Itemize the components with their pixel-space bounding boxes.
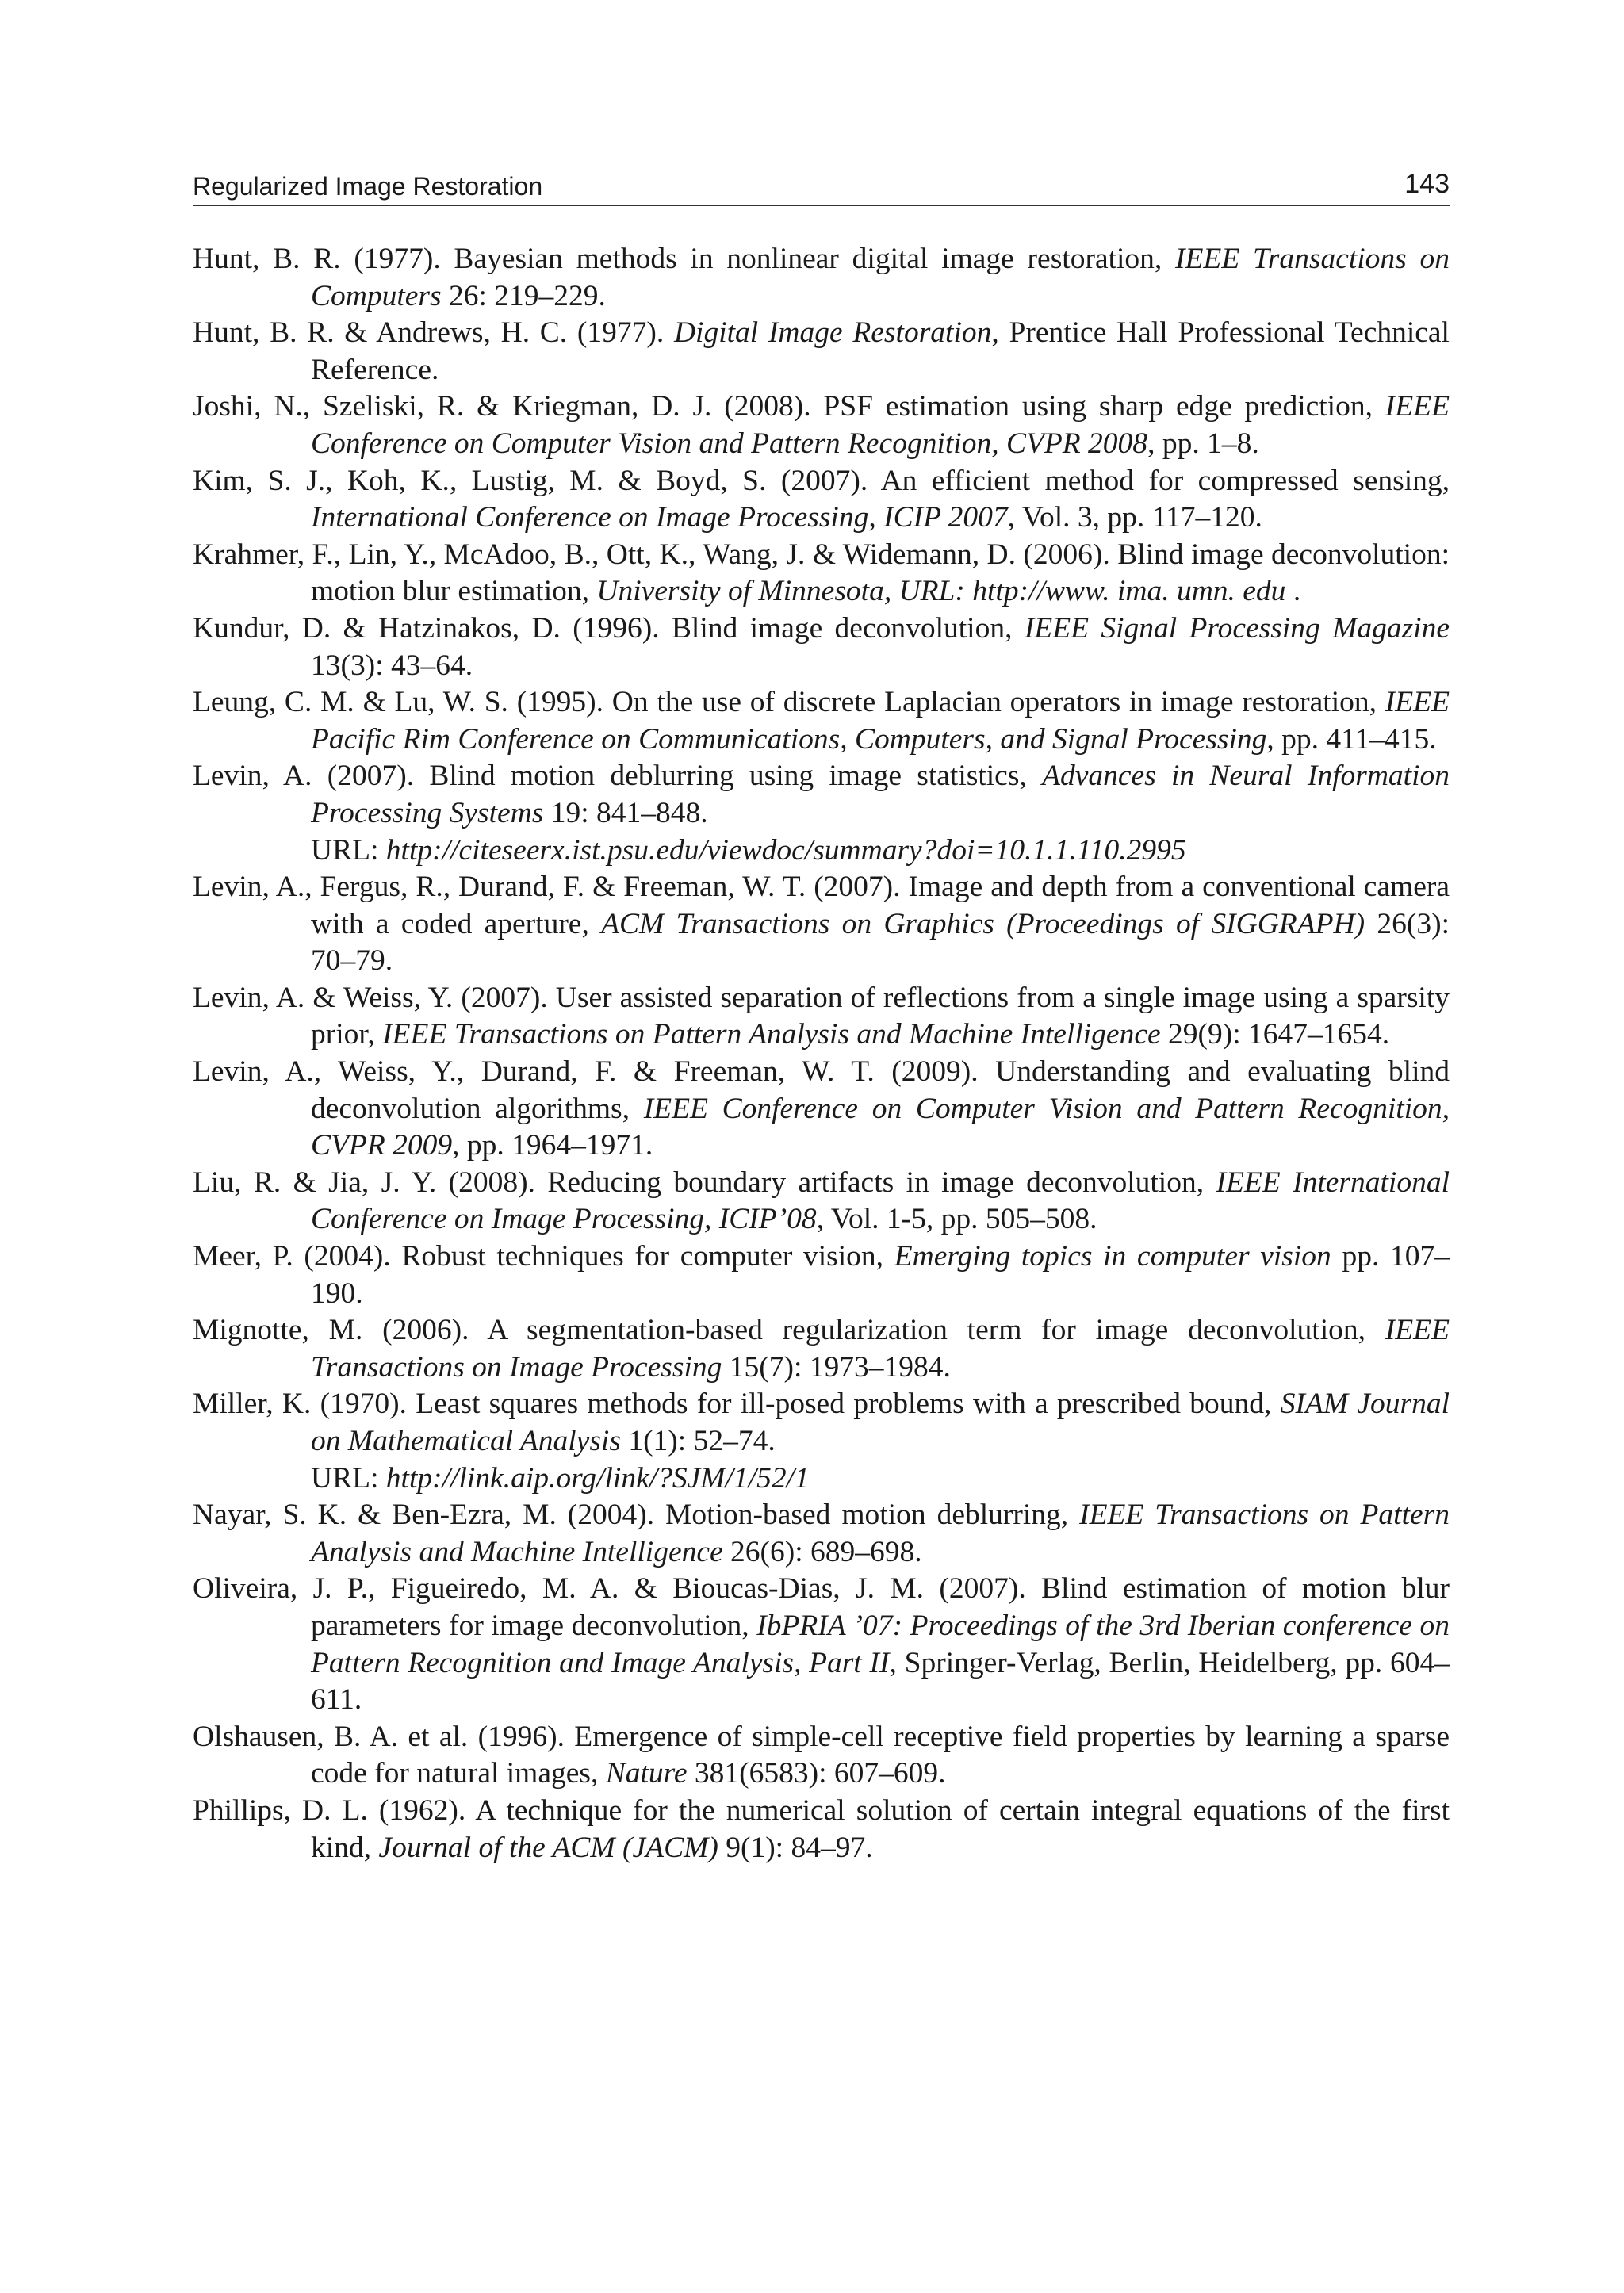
reference-venue: IEEE Pacific Rim Conference on Communications, Computers, and Signal Processing [311, 686, 1450, 756]
reference-text: Nayar, S. K. & Ben-Ezra, M. (2004). Motion-based motion deblurring, [193, 1499, 1080, 1532]
reference-details: 15(7): 1973–1984. [722, 1350, 951, 1384]
running-title: Regularized Image Restoration [193, 172, 543, 201]
reference-text: Phillips, D. L. (1962). A technique for the numerical solution of certain integral equations of the first kind, [193, 1793, 1450, 1864]
reference-entry [193, 537, 1450, 611]
reference-text: Oliveira, J. P., Figueiredo, M. A. & Bioucas-Dias, J. M. (2007). Blind estimation of motion blur parameters for image deconvolution, [193, 1572, 1450, 1642]
reference-text: Levin, A. (2007). Blind motion deblurring using image statistics, [193, 760, 1043, 793]
reference-details: 29(9): 1647–1654. [1160, 1018, 1390, 1051]
reference-details: , Vol. 3, pp. 117–120. [1007, 501, 1262, 534]
reference-entry [193, 1719, 1450, 1793]
reference-details: 26: 219–229. [441, 279, 606, 312]
reference-venue: IEEE Transactions on Computers [311, 243, 1450, 312]
reference-url[interactable]: http://link.aip.org/link/?SJM/1/52/1 [385, 1461, 810, 1495]
reference-entry [193, 611, 1450, 684]
reference-venue: SIAM Journal on Mathematical Analysis [311, 1388, 1450, 1457]
reference-text: Levin, A., Weiss, Y., Durand, F. & Freeman, W. T. (2009). Understanding and evaluating blind deconvolution algorithms, [193, 1055, 1450, 1125]
reference-venue: IEEE Transactions on Pattern Analysis and Machine Intelligence [311, 1499, 1450, 1568]
reference-details: , Vol. 1-5, pp. 505–508. [816, 1203, 1097, 1236]
reference-text: Miller, K. (1970). Least squares methods for ill-posed problems with a prescribed bound, [193, 1388, 1281, 1421]
reference-entry [193, 1312, 1450, 1386]
page-number: 143 [1404, 169, 1450, 199]
reference-text: Hunt, B. R. (1977). Bayesian methods in nonlinear digital image restoration, [193, 243, 1176, 275]
reference-entry [193, 1386, 1450, 1497]
reference-text: Kim, S. J., Koh, K., Lustig, M. & Boyd, S. (2007). An efficient method for compressed sensing, [193, 464, 1450, 497]
url-label: URL: [311, 833, 386, 867]
reference-entry [193, 1238, 1450, 1312]
reference-entry [193, 1497, 1450, 1571]
reference-venue: Nature [605, 1757, 688, 1790]
reference-text: Mignotte, M. (2006). A segmentation-based regularization term for image deconvolution, [193, 1314, 1385, 1347]
running-header [193, 167, 1450, 206]
reference-url-line [311, 1460, 1450, 1498]
reference-entry [193, 315, 1450, 389]
reference-text: Levin, A., Fergus, R., Durand, F. & Freeman, W. T. (2007). Image and depth from a conventional camera with a coded aperture, [193, 871, 1450, 940]
reference-text: Levin, A. & Weiss, Y. (2007). User assisted separation of reflections from a single image using a sparsity prior, [193, 981, 1450, 1051]
reference-details: , Prentice Hall Professional Technical Reference. [311, 316, 1450, 386]
reference-entry [193, 684, 1450, 758]
reference-details: 19: 841–848. [543, 796, 708, 829]
reference-details: 26(6): 689–698. [722, 1535, 922, 1568]
reference-venue: IEEE Transactions on Image Processing [311, 1314, 1450, 1384]
reference-entry [193, 389, 1450, 462]
reference-entry [193, 1793, 1450, 1866]
reference-text: Olshausen, B. A. et al. (1996). Emergence of simple-cell receptive field properties by learning a sparse code for natural images, [193, 1720, 1450, 1790]
reference-details: , pp. 1–8. [1147, 427, 1259, 460]
reference-entry [193, 1165, 1450, 1238]
reference-text: Krahmer, F., Lin, Y., McAdoo, B., Ott, K., Wang, J. & Widemann, D. (2006). Blind image deconvolution: motion blur estimation, [193, 538, 1450, 608]
reference-venue: IEEE Conference on Computer Vision and Pattern Recognition, CVPR 2009 [311, 1092, 1450, 1162]
reference-text: Hunt, B. R. & Andrews, H. C. (1977). [193, 316, 674, 350]
reference-url-line [311, 833, 1450, 870]
reference-venue: IEEE Transactions on Pattern Analysis and Machine Intelligence [382, 1018, 1161, 1051]
reference-entry [193, 1571, 1450, 1718]
reference-venue: IbPRIA ’07: Proceedings of the 3rd Iberian conference on Pattern Recognition and Image Analysis, Part II [311, 1609, 1450, 1679]
reference-details: 381(6583): 607–609. [687, 1757, 946, 1790]
reference-details: , pp. 411–415. [1266, 722, 1437, 756]
reference-venue: IEEE Conference on Computer Vision and Pattern Recognition, CVPR 2008 [311, 390, 1450, 460]
reference-details: 26(3): 70–79. [311, 907, 1450, 978]
reference-venue: University of Minnesota, URL: http://www. ima. umn. edu [596, 575, 1286, 608]
reference-venue: Emerging topics in computer vision [894, 1240, 1331, 1273]
reference-details: , pp. 1964–1971. [452, 1129, 653, 1162]
reference-entry [193, 241, 1450, 315]
reference-details: , Springer-Verlag, Berlin, Heidelberg, pp. 604–611. [311, 1646, 1450, 1717]
reference-details: 1(1): 52–74. [620, 1425, 776, 1457]
reference-details: pp. 107–190. [311, 1240, 1450, 1310]
reference-entry [193, 980, 1450, 1054]
reference-venue: IEEE Signal Processing Magazine [1024, 611, 1450, 645]
reference-venue: International Conference on Image Processing, ICIP 2007 [311, 501, 1008, 534]
reference-text: Kundur, D. & Hatzinakos, D. (1996). Blind image deconvolution, [193, 611, 1025, 645]
reference-entry [193, 1054, 1450, 1165]
reference-text: Meer, P. (2004). Robust techniques for computer vision, [193, 1240, 894, 1273]
reference-venue: Advances in Neural Information Processing Systems [311, 760, 1450, 829]
reference-venue: Journal of the ACM (JACM) [378, 1831, 718, 1864]
reference-list [193, 241, 1450, 1866]
reference-entry [193, 758, 1450, 869]
reference-venue: Digital Image Restoration [673, 316, 992, 350]
reference-venue: IEEE International Conference on Image Processing, ICIP’08 [311, 1166, 1450, 1236]
reference-text: Liu, R. & Jia, J. Y. (2008). Reducing boundary artifacts in image deconvolution, [193, 1166, 1216, 1199]
url-label: URL: [311, 1461, 386, 1495]
reference-details: 9(1): 84–97. [718, 1831, 873, 1864]
reference-entry [193, 463, 1450, 537]
reference-url[interactable]: http://citeseerx.ist.psu.edu/viewdoc/summary?doi=10.1.1.110.2995 [385, 833, 1186, 867]
reference-details: 13(3): 43–64. [311, 649, 473, 682]
reference-entry [193, 869, 1450, 980]
reference-details: . [1285, 575, 1301, 608]
reference-venue: ACM Transactions on Graphics (Proceedings of SIGGRAPH) [601, 907, 1365, 940]
reference-text: Leung, C. M. & Lu, W. S. (1995). On the use of discrete Laplacian operators in image restoration, [193, 686, 1385, 719]
reference-text: Joshi, N., Szeliski, R. & Kriegman, D. J. (2008). PSF estimation using sharp edge prediction, [193, 390, 1385, 423]
